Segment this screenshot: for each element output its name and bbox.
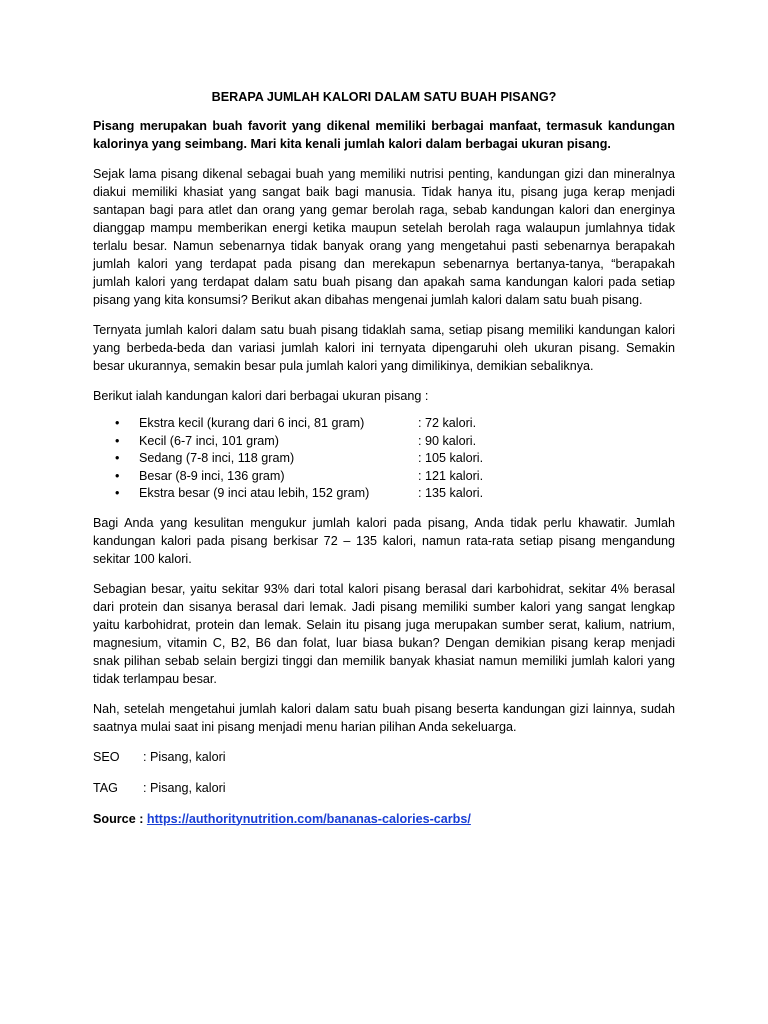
size-label: Sedang (7-8 inci, 118 gram) [139,451,295,465]
size-label: Ekstra besar (9 inci atau lebih, 152 gram) [139,486,370,500]
list-item [93,414,675,432]
size-label: Ekstra kecil (kurang dari 6 inci, 81 gram) [139,416,365,430]
bullet-icon: • [115,433,120,448]
calorie-list [93,414,675,502]
source-row [93,810,675,828]
intro-paragraph: Pisang merupakan buah favorit yang dikenal memiliki berbagai manfaat, termasuk kandungan kalorinya yang seimbang. Mari kita kenali jumlah kalori dalam berbagai ukuran pisang. [93,119,675,151]
calorie-value: : 121 kalori. [418,468,484,483]
list-intro: Berikut ialah kandungan kalori dari berbagai ukuran pisang : [93,389,429,403]
bullet-icon: • [115,468,120,483]
paragraph-2: Ternyata jumlah kalori dalam satu buah pisang tidaklah sama, setiap pisang memiliki kandungan kalori yang berbeda-beda dan variasi jumlah kalori ini ternyata dipengaruhi oleh ukuran pisang. Semakin besar ukurannya, semakin besar pula jumlah kalori yang dimilikinya, demikian sebaliknya. [93,323,675,373]
source-label: Source : [93,811,147,826]
size-label: Besar (8-9 inci, 136 gram) [139,468,285,483]
tag-value: : Pisang, kalori [143,780,226,795]
seo-label: SEO [93,749,120,764]
document-page [93,88,675,841]
list-item [93,467,675,485]
paragraph-4: Sebagian besar, yaitu sekitar 93% dari total kalori pisang berasal dari karbohidrat, sekitar 4% berasal dari protein dan sisanya berasal dari lemak. Jadi pisang memiliki sumber kalori yang sangat lengkap yaitu karbohidrat, protein dan lemak. Selain itu pisang juga merupakan sumber serat, kalium, natrium, magnesium, vitamin C, B2, B6 dan folat, luar biasa bukan? Dengan demikian pisang kerap menjadi snak pilihan sebab selain bergizi tinggi dan memilik banyak khasiat namun memiliki jumlah kalori yang tidak terlampau besar. [93,581,675,686]
paragraph-1: Sejak lama pisang dikenal sebagai buah yang memiliki nutrisi penting, kandungan gizi dan mineralnya diakui memiliki khasiat yang sangat baik bagi manusia. Tidak hanya itu, pisang juga kerap menjadi santapan bagi para atlet dan orang yang gemar berolah raga, sebab kandungan kalori dan energinya dianggap mampu memberikan energi ketika maupun setelah berolah raga walaupun jumlahnya tidak terlalu besar. Namun sebenarnya tidak banyak orang yang mengetahui pasti sebenarnya berapakah jumlah kalori yang terdapat pada pisang dan merekapun sebenarnya bertanya-tanya, “berapakah jumlah kalori yang terdapat dalam satu buah pisang dan apakah sama kandungan kalori pada setiap pisang yang kita konsumsi? Berikut akan dibahas mengenai jumlah kalori dalam satu buah pisang. [93,167,675,307]
list-item [93,449,675,467]
paragraph-5: Nah, setelah mengetahui jumlah kalori dalam satu buah pisang beserta kandungan gizi lainnya, sudah saatnya mulai saat ini pisang menjadi menu harian pilihan Anda sekeluarga. [93,701,675,734]
size-label: Kecil (6-7 inci, 101 gram) [139,433,279,448]
calorie-value: : 90 kalori. [418,433,477,448]
bullet-icon: • [115,451,120,465]
list-item [93,484,675,502]
calorie-value: : 135 kalori. [418,486,484,500]
tag-row [93,779,675,797]
calorie-value: : 105 kalori. [418,451,484,465]
seo-row [93,748,675,766]
source-link[interactable]: https://authoritynutrition.com/bananas-calories-carbs/ [146,811,471,826]
bullet-icon: • [115,416,120,430]
calorie-value: : 72 kalori. [418,416,477,430]
bullet-icon: • [115,486,120,500]
document-title: BERAPA JUMLAH KALORI DALAM SATU BUAH PISANG? [211,90,557,104]
list-item [93,432,675,450]
tag-label: TAG [93,780,118,795]
seo-value: : Pisang, kalori [143,749,226,764]
paragraph-3: Bagi Anda yang kesulitan mengukur jumlah kalori pada pisang, Anda tidak perlu khawatir. Jumlah kandungan kalori pada pisang berkisar 72 – 135 kalori, namun rata-rata setiap pisang mengandung sekitar 100 kalori. [93,515,675,566]
